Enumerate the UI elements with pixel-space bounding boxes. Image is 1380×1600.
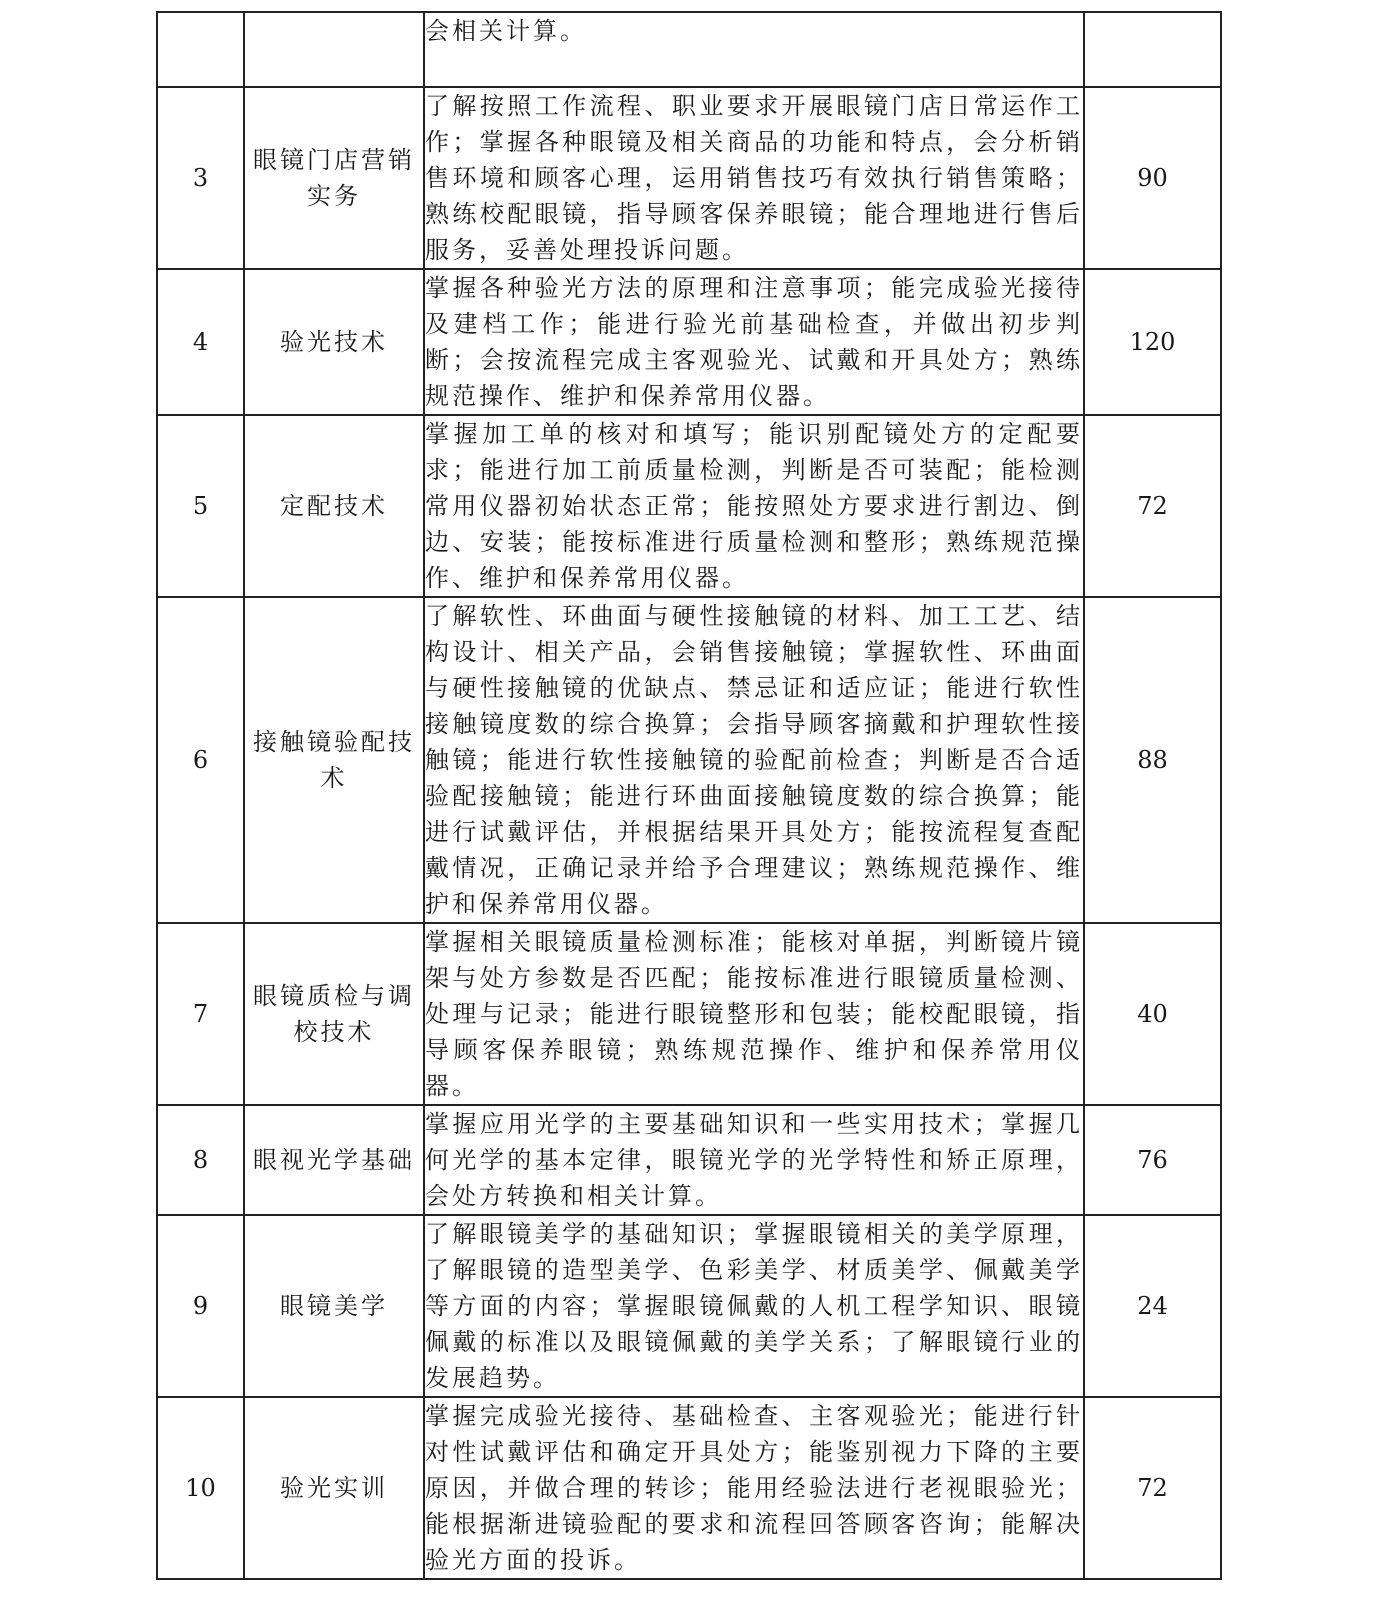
course-table: [156, 11, 1222, 1580]
course-name: 眼视光学基础: [244, 1105, 424, 1215]
course-name: 验光技术: [244, 269, 424, 415]
course-hours: 120: [1084, 269, 1221, 415]
course-name: 定配技术: [244, 415, 424, 597]
course-name: 眼镜门店营销实务: [244, 87, 424, 269]
course-name: 验光实训: [244, 1397, 424, 1579]
course-description: 掌握各种验光方法的原理和注意事项；能完成验光接待及建档工作；能进行验光前基础检查，并做出初步判断；会按流程完成主客观验光、试戴和开具处方；熟练规范操作、维护和保养常用仪器。: [424, 269, 1084, 415]
course-description: 会相关计算。: [424, 12, 1084, 87]
row-number: 4: [157, 269, 244, 415]
course-description: 了解软性、环曲面与硬性接触镜的材料、加工工艺、结构设计、相关产品，会销售接触镜；掌握软性、环曲面与硬性接触镜的优缺点、禁忌证和适应证；能进行软性接触镜度数的综合换算；会指导顾客摘戴和护理软性接触镜；能进行软性接触镜的验配前检查；判断是否合适验配接触镜；能进行环曲面接触镜度数的综合换算；能进行试戴评估，并根据结果开具处方；能按流程复查配戴情况，正确记录并给予合理建议；熟练规范操作、维护和保养常用仪器。: [424, 597, 1084, 923]
course-hours: [1084, 12, 1221, 87]
table-row: [157, 1215, 1221, 1397]
course-description: 掌握应用光学的主要基础知识和一些实用技术；掌握几何光学的基本定律，眼镜光学的光学特性和矫正原理，会处方转换和相关计算。: [424, 1105, 1084, 1215]
row-number: 10: [157, 1397, 244, 1579]
row-number: 6: [157, 597, 244, 923]
table-row: [157, 269, 1221, 415]
row-number: 7: [157, 923, 244, 1105]
course-description: 掌握相关眼镜质量检测标准；能核对单据，判断镜片镜架与处方参数是否匹配；能按标准进行眼镜质量检测、处理与记录；能进行眼镜整形和包装；能校配眼镜，指导顾客保养眼镜；熟练规范操作、维护和保养常用仪器。: [424, 923, 1084, 1105]
course-name: 眼镜美学: [244, 1215, 424, 1397]
table-row: [157, 923, 1221, 1105]
course-name: 接触镜验配技术: [244, 597, 424, 923]
table-row: [157, 1397, 1221, 1579]
course-hours: 72: [1084, 1397, 1221, 1579]
table-row: [157, 415, 1221, 597]
table-row: [157, 597, 1221, 923]
row-number: 8: [157, 1105, 244, 1215]
course-description: 了解按照工作流程、职业要求开展眼镜门店日常运作工作；掌握各种眼镜及相关商品的功能和特点，会分析销售环境和顾客心理，运用销售技巧有效执行销售策略；熟练校配眼镜，指导顾客保养眼镜；能合理地进行售后服务，妥善处理投诉问题。: [424, 87, 1084, 269]
course-hours: 72: [1084, 415, 1221, 597]
course-name: [244, 12, 424, 87]
course-description: 掌握完成验光接待、基础检查、主客观验光；能进行针对性试戴评估和确定开具处方；能鉴别视力下降的主要原因，并做合理的转诊；能用经验法进行老视眼验光；能根据渐进镜验配的要求和流程回答顾客咨询；能解决验光方面的投诉。: [424, 1397, 1084, 1579]
course-name: 眼镜质检与调校技术: [244, 923, 424, 1105]
table-row: [157, 12, 1221, 87]
table-row: [157, 87, 1221, 269]
row-number: 9: [157, 1215, 244, 1397]
table-row: [157, 1105, 1221, 1215]
row-number: [157, 12, 244, 87]
row-number: 5: [157, 415, 244, 597]
course-hours: 90: [1084, 87, 1221, 269]
course-description: 了解眼镜美学的基础知识；掌握眼镜相关的美学原理，了解眼镜的造型美学、色彩美学、材质美学、佩戴美学等方面的内容；掌握眼镜佩戴的人机工程学知识、眼镜佩戴的标准以及眼镜佩戴的美学关系；了解眼镜行业的发展趋势。: [424, 1215, 1084, 1397]
course-hours: 24: [1084, 1215, 1221, 1397]
row-number: 3: [157, 87, 244, 269]
course-hours: 88: [1084, 597, 1221, 923]
course-hours: 76: [1084, 1105, 1221, 1215]
course-description: 掌握加工单的核对和填写；能识别配镜处方的定配要求；能进行加工前质量检测，判断是否可装配；能检测常用仪器初始状态正常；能按照处方要求进行割边、倒边、安装；能按标准进行质量检测和整形；熟练规范操作、维护和保养常用仪器。: [424, 415, 1084, 597]
course-hours: 40: [1084, 923, 1221, 1105]
